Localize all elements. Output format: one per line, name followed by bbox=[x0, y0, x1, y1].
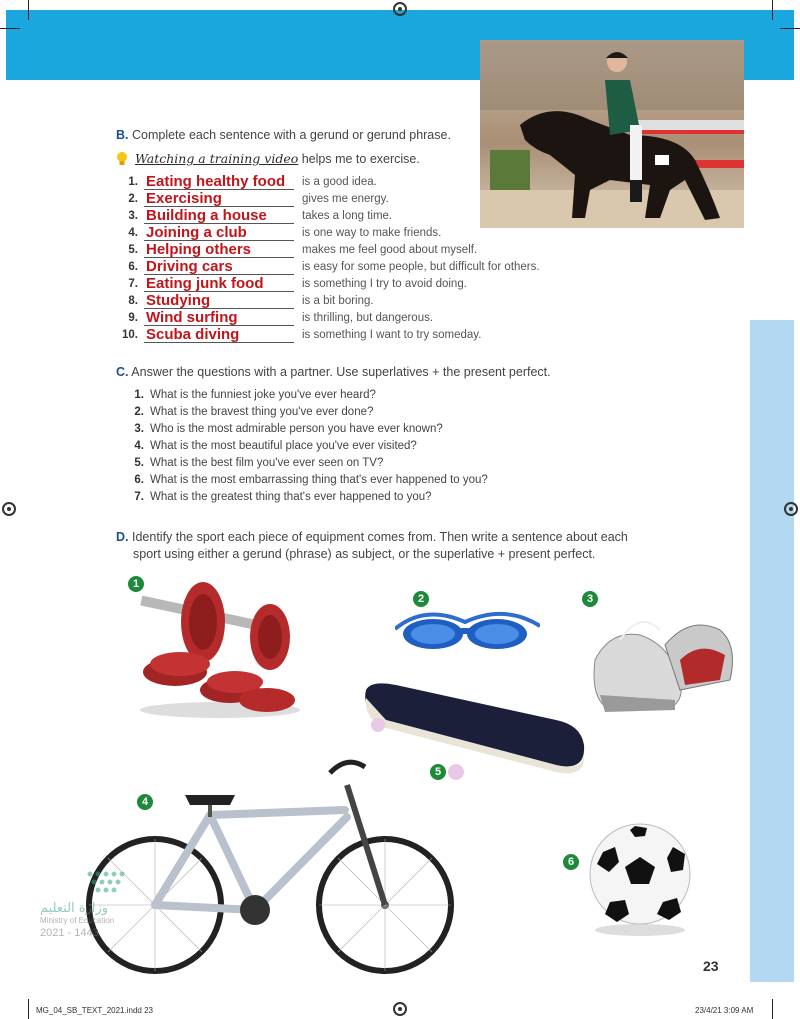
list-item: 6. Driving cars is easy for some people, but difficult for others. bbox=[128, 257, 540, 275]
answer-blank[interactable] bbox=[144, 225, 294, 241]
answer-blank[interactable] bbox=[144, 208, 294, 224]
answer-blank[interactable] bbox=[144, 242, 294, 258]
list-item: 4. Joining a club is one way to make friends. bbox=[128, 223, 442, 241]
section-d-instruction-1: Identify the sport each piece of equipment comes from. Then write a sentence about each bbox=[131, 530, 628, 544]
section-d-heading bbox=[116, 529, 628, 563]
badge-1: 1 bbox=[128, 576, 144, 592]
sentence-rest: gives me energy. bbox=[302, 192, 389, 205]
list-item: 7. Eating junk food is something I try to avoid doing. bbox=[128, 274, 467, 292]
sentence-rest: is a bit boring. bbox=[302, 294, 374, 307]
ministry-watermark bbox=[40, 868, 160, 939]
list-item: 3. Building a house takes a long time. bbox=[128, 206, 393, 224]
list-item: 8. Studying is a bit boring. bbox=[128, 291, 374, 309]
crop-mark bbox=[772, 0, 773, 20]
bicycle-image bbox=[85, 745, 455, 985]
list-item: 10. Scuba diving is something I want to try someday. bbox=[122, 325, 482, 343]
answer-text: Scuba diving bbox=[146, 325, 240, 343]
sentence-rest: is easy for some people, but difficult for others. bbox=[302, 260, 540, 273]
example-answer: Watching a training video bbox=[135, 151, 299, 166]
section-c-heading bbox=[116, 365, 551, 379]
section-d-instruction-2: sport using either a gerund (phrase) as subject, or the superlative + present perfect. bbox=[133, 547, 596, 561]
question-item: 7. What is the greatest thing that's ever happened to you? bbox=[134, 490, 432, 503]
list-item: 1. Eating healthy food is a good idea. bbox=[128, 172, 377, 190]
question-item: 6. What is the most embarrassing thing that's ever happened to you? bbox=[134, 473, 488, 486]
side-bar bbox=[750, 320, 794, 982]
answer-text: Eating junk food bbox=[146, 274, 264, 292]
section-b-instruction: Complete each sentence with a gerund or gerund phrase. bbox=[131, 128, 451, 142]
section-c-instruction: Answer the questions with a partner. Use superlatives + the present perfect. bbox=[131, 365, 551, 379]
registration-mark bbox=[393, 2, 407, 16]
footer-timestamp: 23/4/21 3:09 AM bbox=[695, 1006, 754, 1015]
section-c-list bbox=[130, 386, 488, 505]
answer-text: Building a house bbox=[146, 206, 267, 224]
list-item: 5. Helping others makes me feel good about myself. bbox=[128, 240, 478, 258]
answer-blank[interactable] bbox=[144, 293, 294, 309]
sneakers-image bbox=[580, 600, 740, 725]
answer-text: Joining a club bbox=[146, 223, 247, 241]
registration-mark bbox=[2, 502, 16, 516]
answer-text: Helping others bbox=[146, 240, 252, 258]
goggles-image bbox=[395, 604, 540, 659]
list-item: 2. Exercising gives me energy. bbox=[128, 189, 389, 207]
answer-text: Exercising bbox=[146, 189, 222, 207]
answer-text: Wind surfing bbox=[146, 308, 238, 326]
answer-text: Driving cars bbox=[146, 257, 233, 275]
sentence-rest: makes me feel good about myself. bbox=[302, 243, 478, 256]
badge-5: 5 bbox=[430, 764, 446, 780]
answer-blank[interactable] bbox=[144, 276, 294, 292]
sentence-rest: takes a long time. bbox=[302, 209, 393, 222]
section-d-letter: D. bbox=[116, 530, 129, 544]
badge-6: 6 bbox=[563, 854, 579, 870]
sentence-rest: is a good idea. bbox=[302, 175, 377, 188]
question-item: 5. What is the best film you've ever seen on TV? bbox=[134, 456, 384, 469]
page-number: 23 bbox=[703, 958, 719, 974]
sentence-rest: is thrilling, but dangerous. bbox=[302, 311, 434, 324]
question-item: 2. What is the bravest thing you've ever done? bbox=[134, 405, 374, 418]
footer-file-info: MG_04_SB_TEXT_2021.indd 23 bbox=[36, 1006, 153, 1015]
answer-blank[interactable] bbox=[144, 191, 294, 207]
ministry-year: 2021 - 1443 bbox=[40, 927, 99, 939]
answer-blank[interactable] bbox=[144, 174, 294, 190]
badge-4: 4 bbox=[137, 794, 153, 810]
example-rest: helps me to exercise. bbox=[301, 152, 420, 166]
crop-mark bbox=[780, 28, 800, 29]
crop-mark bbox=[0, 28, 20, 29]
answer-blank[interactable] bbox=[144, 310, 294, 326]
ministry-arabic-name: وزارة التعليم bbox=[40, 901, 109, 916]
soccer-ball-image bbox=[585, 822, 695, 942]
answer-text: Eating healthy food bbox=[146, 172, 286, 190]
question-item: 3. Who is the most admirable person you have ever known? bbox=[134, 422, 443, 435]
sentence-rest: is something I want to try someday. bbox=[302, 328, 482, 341]
question-item: 1. What is the funniest joke you've ever heard? bbox=[134, 388, 376, 401]
dumbbell-image bbox=[135, 580, 305, 725]
list-item: 9. Wind surfing is thrilling, but dangerous. bbox=[128, 308, 434, 326]
crop-mark bbox=[28, 999, 29, 1019]
answer-text: Studying bbox=[146, 291, 211, 309]
answer-blank[interactable] bbox=[144, 259, 294, 275]
crop-mark bbox=[28, 0, 29, 20]
ministry-english-name: Ministry of Education bbox=[40, 916, 115, 925]
question-item: 4. What is the most beautiful place you've ever visited? bbox=[134, 439, 417, 452]
badge-3: 3 bbox=[582, 591, 598, 607]
section-c-letter: C. bbox=[116, 365, 129, 379]
section-b-letter: B. bbox=[116, 128, 129, 142]
badge-2: 2 bbox=[413, 591, 429, 607]
ministry-logo-icon bbox=[40, 868, 160, 896]
crop-mark bbox=[772, 999, 773, 1019]
registration-mark bbox=[784, 502, 798, 516]
sentence-rest: is something I try to avoid doing. bbox=[302, 277, 467, 290]
section-b-heading bbox=[116, 128, 451, 142]
answer-blank[interactable] bbox=[144, 327, 294, 343]
lightbulb-icon bbox=[116, 151, 128, 172]
registration-mark bbox=[393, 1002, 407, 1016]
sentence-rest: is one way to make friends. bbox=[302, 226, 442, 239]
section-b-example bbox=[135, 151, 420, 166]
section-b-list bbox=[116, 173, 540, 343]
